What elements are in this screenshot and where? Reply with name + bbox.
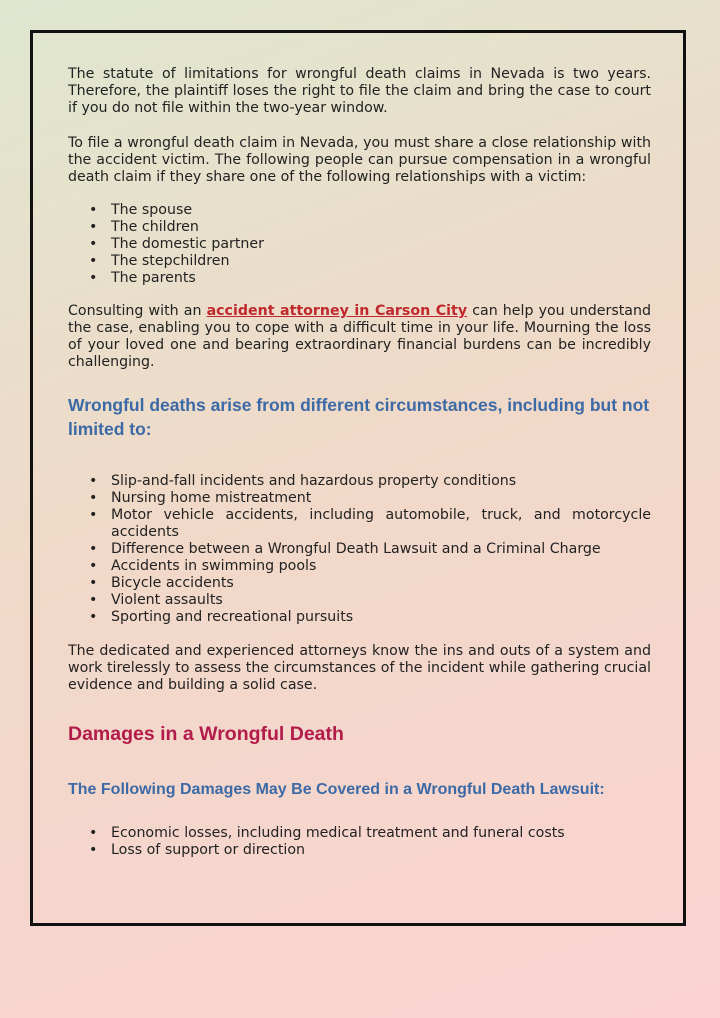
list-item: • Nursing home mistreatment — [111, 490, 651, 507]
relationship-list — [68, 202, 651, 287]
list-item: • Difference between a Wrongful Death Lawsuit and a Criminal Charge — [111, 541, 651, 558]
list-item: • Economic losses, including medical treatment and funeral costs — [111, 825, 651, 842]
paragraph-consulting-start: Consulting with an — [68, 303, 207, 319]
paragraph-statute: The statute of limitations for wrongful death claims in Nevada is two years. Therefore, the plaintiff loses the right to file the claim and bring the case to court if you do not file within the two-year window. — [68, 66, 651, 116]
paragraph-consulting-end: can help you understand the case, enabling you to cope with a difficult time in your life. Mourning the loss of your loved one and bearing extraordinary financial burdens can be incredibly challenging. — [68, 303, 651, 370]
paragraph-relationship: To file a wrongful death claim in Nevada, you must share a close relationship with the accident victim. The following people can pursue compensation in a wrongful death claim if they share one of the following relationships with a victim: — [68, 135, 651, 185]
list-item: • The parents — [111, 270, 651, 287]
attorney-link[interactable]: accident attorney in Carson City — [206, 303, 468, 319]
list-item: • The spouse — [111, 202, 651, 219]
circumstances-list — [68, 473, 651, 626]
paragraph-consulting — [68, 303, 651, 371]
list-item: • Accidents in swimming pools — [111, 558, 651, 575]
list-item: • The stepchildren — [111, 253, 651, 270]
document-body — [68, 66, 651, 859]
list-item: • Sporting and recreational pursuits — [111, 609, 651, 626]
list-item: • The domestic partner — [111, 236, 651, 253]
list-item: • The children — [111, 219, 651, 236]
list-item: • Motor vehicle accidents, including automobile, truck, and motorcycle accidents — [111, 507, 651, 541]
list-item: • Slip-and-fall incidents and hazardous property conditions — [111, 473, 651, 490]
list-item: • Loss of support or direction — [111, 842, 651, 859]
heading-damages-covered: The Following Damages May Be Covered in a Wrongful Death Lawsuit: — [68, 781, 605, 798]
list-item: • Bicycle accidents — [111, 575, 651, 592]
heading-damages: Damages in a Wrongful Death — [68, 723, 344, 745]
damages-list — [68, 825, 651, 859]
paragraph-attorneys: The dedicated and experienced attorneys know the ins and outs of a system and work tirelessly to assess the circumstances of the incident while gathering crucial evidence and building a solid case. — [68, 643, 651, 693]
heading-circumstances: Wrongful deaths arise from different circumstances, including but not limited to: — [68, 395, 650, 439]
list-item: • Violent assaults — [111, 592, 651, 609]
